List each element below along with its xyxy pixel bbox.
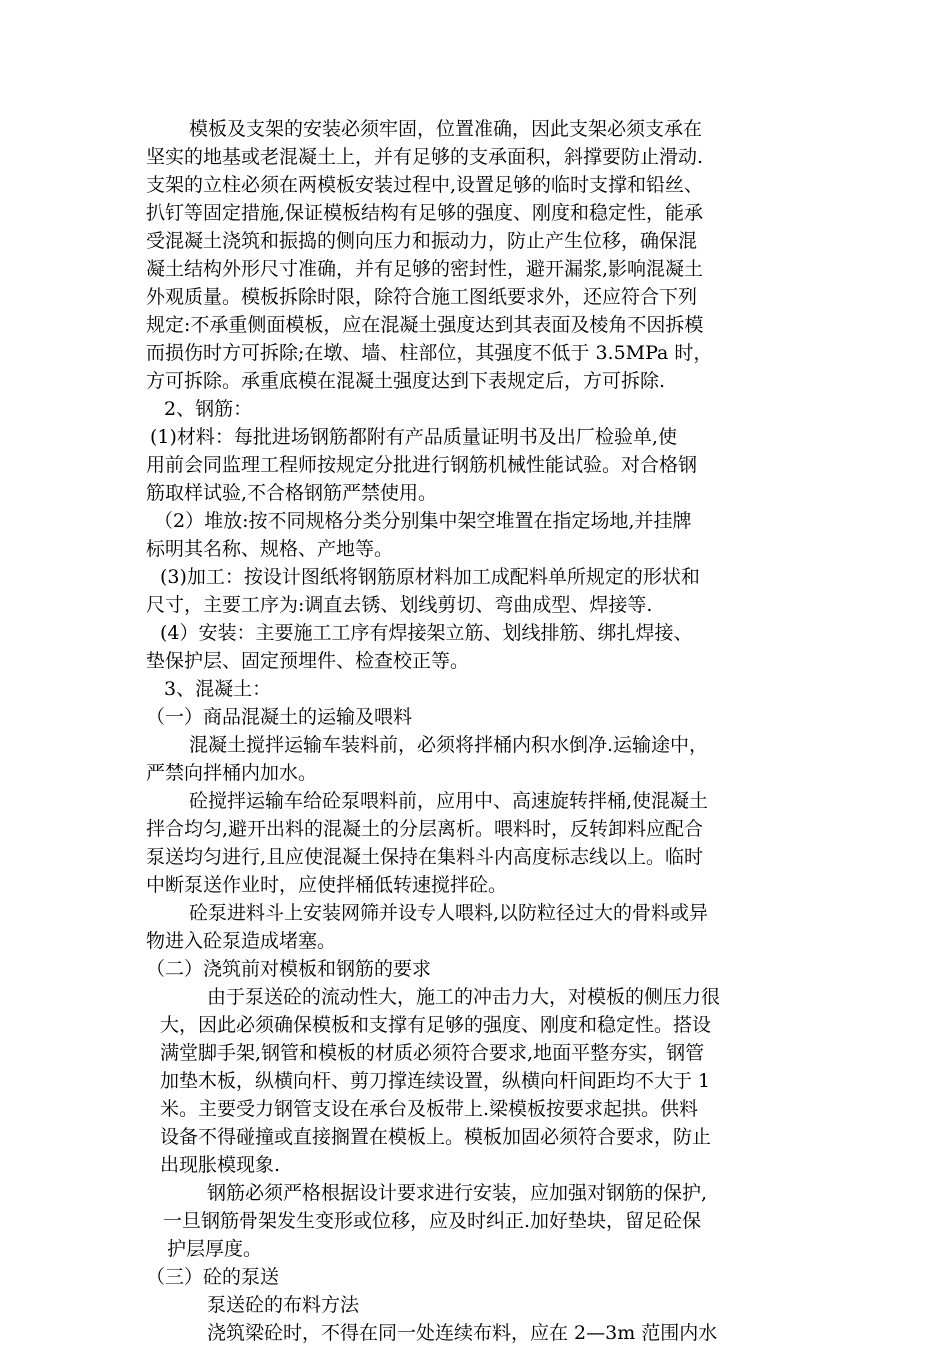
text-line: 严禁向拌桶内加水。 (146, 762, 318, 784)
text-line: 加垫木板，纵横向杆、剪刀撑连续设置，纵横向杆间距均不大于 1 (160, 1070, 711, 1092)
text-line: 外观质量。模板拆除时限，除符合施工图纸要求外，还应符合下列 (146, 286, 698, 308)
text-line: 坚实的地基或老混凝土上，并有足够的支承面积，斜撑要防止滑动. (146, 146, 704, 168)
text-line: (4）安装：主要施工工序有焊接架立筋、划线排筋、绑扎焊接、 (160, 622, 693, 644)
text-line: 标明其名称、规格、产地等。 (146, 538, 394, 560)
text-line: 浇筑梁砼时，不得在同一处连续布料，应在 2—3m 范围内水 (207, 1322, 718, 1344)
text-line: 受混凝土浇筑和振捣的侧向压力和振动力，防止产生位移，确保混 (146, 230, 698, 252)
text-line: 尺寸，主要工序为:调直去锈、划线剪切、弯曲成型、焊接等. (146, 594, 653, 616)
text-line: (1)材料：每批进场钢筋都附有产品质量证明书及出厂检验单,使 (150, 426, 677, 448)
text-line: 护层厚度。 (167, 1238, 263, 1260)
text-line: 中断泵送作业时，应使拌桶低转速搅拌砼。 (146, 874, 508, 896)
text-line: （二）浇筑前对模板和钢筋的要求 (146, 958, 432, 980)
text-line: 模板及支架的安装必须牢固，位置准确，因此支架必须支承在 (189, 118, 703, 140)
text-line: （三）砼的泵送 (146, 1266, 280, 1288)
text-line: 支架的立柱必须在两模板安装过程中,设置足够的临时支撑和铅丝、 (146, 174, 704, 196)
text-line: 砼搅拌运输车给砼泵喂料前，应用中、高速旋转拌桶,使混凝土 (189, 790, 709, 812)
text-line: 规定:不承重侧面模板，应在混凝土强度达到其表面及棱角不因拆模 (146, 314, 704, 336)
text-line: 而损伤时方可拆除;在墩、墙、柱部位，其强度不低于 3.5MPa 时， (146, 342, 713, 364)
text-line: 物进入砼泵造成堵塞。 (146, 930, 337, 952)
text-line: (3)加工：按设计图纸将钢筋原材料加工成配料单所规定的形状和 (160, 566, 700, 588)
text-line: 设备不得碰撞或直接搁置在模板上。模板加固必须符合要求，防止 (160, 1126, 712, 1148)
text-line: 拌合均匀,避开出料的混凝土的分层离析。喂料时，反转卸料应配合 (146, 818, 704, 840)
text-line: 一旦钢筋骨架发生变形或位移，应及时纠正.加好垫块，留足砼保 (163, 1210, 702, 1232)
text-line: 2、钢筋： (164, 398, 253, 420)
text-line: 方可拆除。承重底模在混凝土强度达到下表规定后，方可拆除. (146, 370, 666, 392)
text-line: 米。主要受力钢管支设在承台及板带上.梁模板按要求起拱。供料 (160, 1098, 699, 1120)
text-line: （2）堆放:按不同规格分类分别集中架空堆置在指定场地,并挂牌 (154, 510, 692, 532)
text-line: 垫保护层、固定预埋件、检查校正等。 (146, 650, 470, 672)
text-line: 混凝土搅拌运输车装料前，必须将拌桶内积水倒净.运输途中， (189, 734, 709, 756)
text-line: 泵送砼的布料方法 (207, 1294, 360, 1316)
text-line: 砼泵进料斗上安装网筛并设专人喂料,以防粒径过大的骨料或异 (189, 902, 709, 924)
text-line: 用前会同监理工程师按规定分批进行钢筋机械性能试验。对合格钢 (146, 454, 698, 476)
text-line: 扒钉等固定措施,保证模板结构有足够的强度、刚度和稳定性，能承 (146, 202, 704, 224)
text-line: 满堂脚手架,钢管和模板的材质必须符合要求,地面平整夯实，钢管 (160, 1042, 705, 1064)
text-line: 泵送均匀进行,且应使混凝土保持在集料斗内高度标志线以上。临时 (146, 846, 704, 868)
text-line: 大，因此必须确保模板和支撑有足够的强度、刚度和稳定性。搭设 (160, 1014, 712, 1036)
text-line: 筋取样试验,不合格钢筋严禁使用。 (146, 482, 438, 504)
text-line: 出现胀模现象. (160, 1154, 281, 1176)
text-line: （一）商品混凝土的运输及喂料 (146, 706, 413, 728)
text-line: 凝土结构外形尺寸准确，并有足够的密封性，避开漏浆,影响混凝土 (146, 258, 704, 280)
text-line: 3、混凝土： (164, 678, 272, 700)
text-line: 钢筋必须严格根据设计要求进行安装，应加强对钢筋的保护, (207, 1182, 708, 1204)
text-line: 由于泵送砼的流动性大，施工的冲击力大，对模板的侧压力很 (207, 986, 721, 1008)
